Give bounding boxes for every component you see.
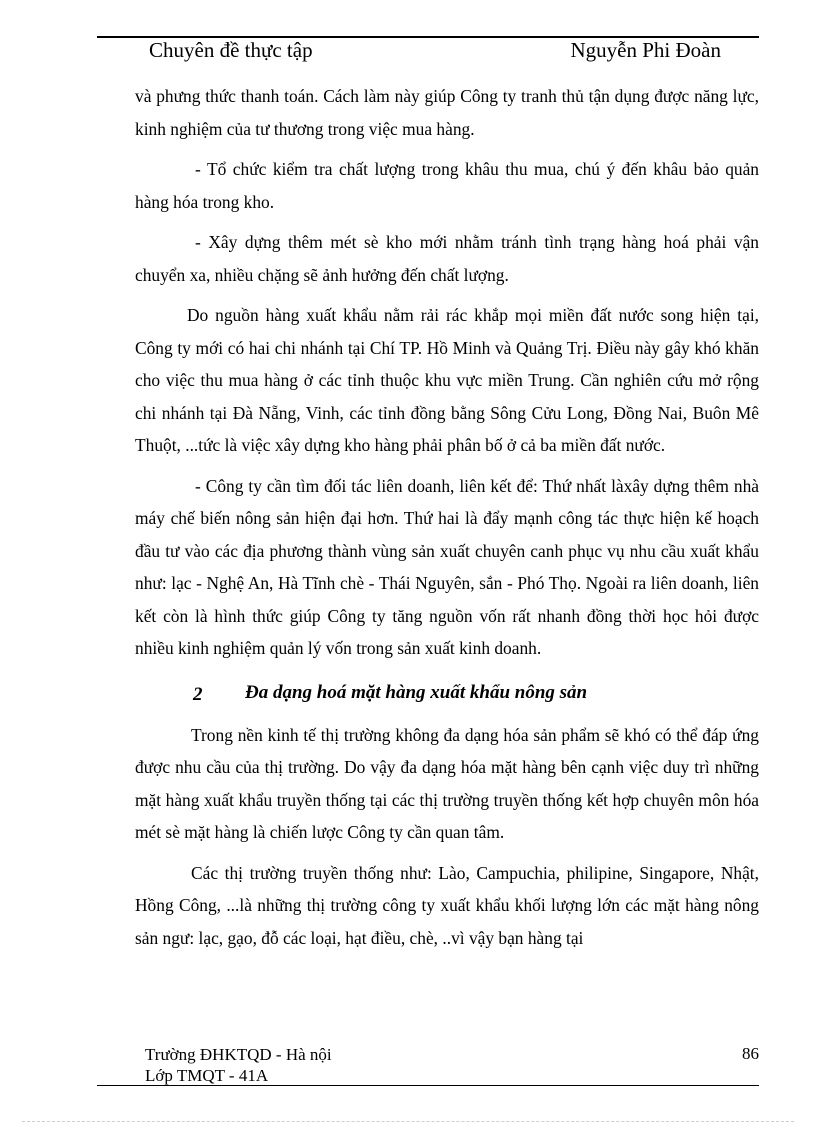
page-number: 86	[742, 1044, 759, 1063]
footer-school: Trường ĐHKTQD - Hà nội	[145, 1045, 332, 1064]
page-header	[97, 38, 759, 70]
paragraph-6: Trong nền kinh tế thị trường không đa dạng hóa sản phẩm sẽ khó có thể đáp ứng được nhu cầu của thị trường. Do vậy đa dạng hóa mặt hàng bên cạnh việc duy trì những mặt hàng xuất khẩu truyền thống tại các thị trường truyền thống kết hợp chuyên môn hóa mét sè mặt hàng là chiến lược Công ty cần quan tâm.	[135, 724, 759, 842]
paragraph-4: Do nguồn hàng xuất khẩu nằm rải rác khắp mọi miền đất nước song hiện tại, Công ty mới có hai chi nhánh tại Chí TP. Hồ Minh và Quảng Trị. Điều này gây khó khăn cho việc thu mua hàng ở các tỉnh thuộc khu vực miền Trung. Cần nghiên cứu mở rộng chi nhánh tại Đà Nẵng, Vinh, các tỉnh đồng bằng Sông Cửu Long, Đồng Nai, Buôn Mê Thuột, ...tức là việc xây dựng kho hàng phải phân bố ở cả ba miền đất nước.	[135, 305, 759, 455]
paragraph-5: - Công ty cần tìm đối tác liên doanh, liên kết để: Thứ nhất làxây dựng thêm nhà máy chế biến nông sản hiện đại hơn. Thứ hai là đẩy mạnh công tác thực hiện kế hoạch đầu tư vào các địa phương thành vùng sản xuất chuyên canh phục vụ nhu cầu xuất khẩu như: lạc - Nghệ An, Hà Tĩnh chè - Thái Nguyên, sắn - Phó Thọ. Ngoài ra liên doanh, liên kết còn là hình thức giúp Công ty tăng nguồn vốn rất nhanh đồng thời học hỏi được nhiều kinh nghiệm quản lý vốn trong sản xuất kinh doanh.	[135, 475, 759, 658]
footer-rule	[97, 1085, 759, 1086]
header-title: Chuyên đề thực tập	[149, 38, 313, 62]
paragraph-2: - Tổ chức kiểm tra chất lượng trong khâu thu mua, chú ý đến khâu bảo quản hàng hóa trong kho.	[135, 159, 759, 212]
section-number: 2	[193, 683, 203, 705]
section-heading	[135, 673, 759, 713]
paragraph-3: - Xây dựng thêm mét sè kho mới nhằm tránh tình trạng hàng hoá phải vận chuyển xa, nhiều chặng sẽ ảnh hưởng đến chất lượng.	[135, 232, 759, 285]
header-author: Nguyễn Phi Đoàn	[570, 38, 721, 62]
paragraph-1: và phưng thức thanh toán. Cách làm này giúp Công ty tranh thủ tận dụng được năng lực, kinh nghiệm của tư thương trong việc mua hàng.	[135, 86, 759, 139]
paragraph-7: Các thị trường truyền thống như: Lào, Campuchia, philipine, Singapore, Nhật, Hồng Công, ...là những thị trường công ty xuất khẩu khối lượng lớn các mặt hàng nông sản ngư: lạc, gạo, đỗ các loại, hạt điều, chè, ..vì vậy bạn hàng tại	[135, 862, 759, 948]
page-break-rule	[22, 1121, 794, 1122]
footer-class: Lớp TMQT - 41A	[145, 1066, 269, 1085]
page-footer	[145, 1044, 332, 1086]
section-title: Đa dạng hoá mặt hàng xuất khẩu nông sản	[245, 681, 588, 703]
page-body	[135, 80, 759, 962]
